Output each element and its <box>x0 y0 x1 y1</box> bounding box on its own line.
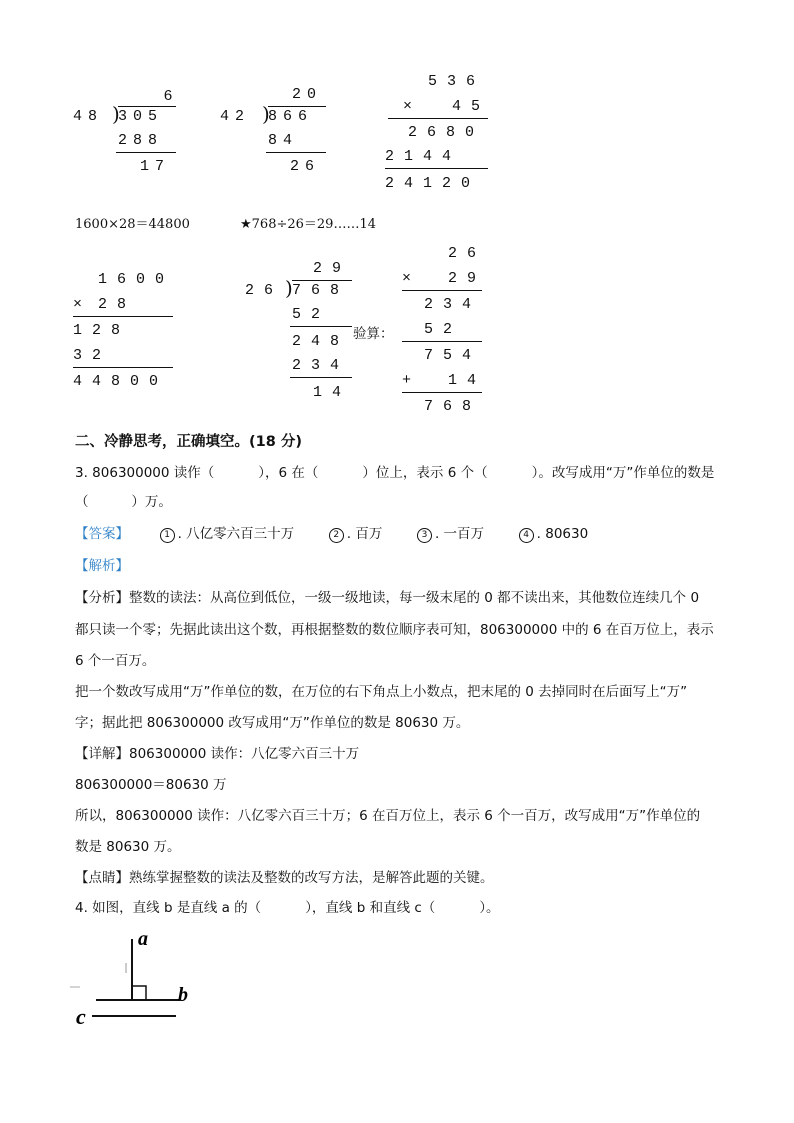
analysis-line-4: 把一个数改写成用“万”作单位的数，在万位的右下角点上小数点，把末尾的 0 去掉同时在后面写上“万” <box>75 684 688 700</box>
factor-a: 1600 <box>98 271 175 288</box>
times-sign: × <box>73 296 83 313</box>
label-a: a <box>138 928 148 950</box>
partial-2: 52 <box>424 321 463 338</box>
detail-line-3: 所以，806300000 读作：八亿零六百三十万；6 在百万位上，表示 6 个一百万，改写成用“万”作单位的 <box>75 808 701 824</box>
circled-number-3: 3 <box>417 528 432 543</box>
divisor: 42 <box>220 108 251 125</box>
question-3-line-2: （ ）万。 <box>75 494 172 510</box>
partial-1: 128 <box>73 322 131 339</box>
divisor: 26 <box>245 282 284 299</box>
sum: 754 <box>424 347 482 364</box>
partial-2: 32 <box>73 347 112 364</box>
quotient: 20 <box>292 86 323 103</box>
remainder: 14 <box>313 384 352 401</box>
divisor: 48 <box>73 108 104 125</box>
factor-a: 536 <box>428 73 486 90</box>
question-4: 4. 如图，直线 b 是直线 a 的（ ），直线 b 和直线 c（ ）。 <box>75 900 500 916</box>
partial-1: 234 <box>424 296 482 313</box>
factor-b: 29 <box>448 270 487 287</box>
dividend: 768 <box>292 282 350 299</box>
keypoint-line: 【点睛】熟练掌握整数的读法及整数的改写方法，是解答此题的关键。 <box>75 870 494 886</box>
quotient: 6 <box>163 88 173 105</box>
circled-number-1: 1 <box>160 528 175 543</box>
lines-figure <box>70 925 210 1030</box>
detail-line-4: 数是 80630 万。 <box>75 839 181 855</box>
product-result: 44800 <box>73 373 169 390</box>
analysis-line-2: 都只读一个零；先据此读出这个数，再根据整数的数位顺序表可知，806300000 中的 6 在百万位上，表示 <box>75 622 714 638</box>
step-3: 234 <box>292 357 350 374</box>
equation-2: ★768÷26＝29……14 <box>240 217 376 232</box>
section-heading: 二、冷静思考，正确填空。(18 分) <box>75 434 302 450</box>
step-1: 52 <box>292 306 331 323</box>
answer-tag: 【答案】 <box>75 526 129 542</box>
factor-b: 45 <box>452 98 491 115</box>
product: 84 <box>268 132 299 149</box>
analysis-tag: 【解析】 <box>75 558 129 574</box>
analysis-line-3: 6 个一百万。 <box>75 653 156 669</box>
label-c: c <box>76 1004 86 1029</box>
remainder: 17 <box>140 158 171 175</box>
equation-1: 1600×28＝44800 <box>75 217 190 232</box>
plus-sign: + <box>402 372 412 389</box>
question-3-line-1: 3. 806300000 读作（ ），6 在（ ）位上，表示 6 个（ ）。改写成用“万”作单位的数是 <box>75 465 715 481</box>
quotient: 29 <box>313 260 352 277</box>
circled-number-2: 2 <box>329 528 344 543</box>
product: 288 <box>118 132 164 149</box>
product-result: 24120 <box>385 175 481 192</box>
circled-number-4: 4 <box>519 528 534 543</box>
dividend: 866 <box>268 108 314 125</box>
times-sign: × <box>403 98 413 115</box>
step-2: 248 <box>292 333 350 350</box>
check-label: 验算： <box>353 326 394 342</box>
check-result: 768 <box>424 398 482 415</box>
detail-line-1: 【详解】806300000 读作：八亿零六百三十万 <box>75 746 360 762</box>
analysis-line-5: 字；据此把 806300000 改写成用“万”作单位的数是 80630 万。 <box>75 715 470 731</box>
detail-line-2: 806300000＝80630 万 <box>75 777 227 793</box>
answer-line: 【答案】 1 . 八亿零六百三十万 2 . 百万 3 . 一百万 4 . 80630 <box>75 526 589 542</box>
partial-2: 2144 <box>385 148 462 165</box>
label-b: b <box>178 984 188 1006</box>
dividend: 305 <box>118 108 164 125</box>
remainder: 26 <box>290 158 321 175</box>
factor-a: 26 <box>448 245 487 262</box>
right-angle-mark <box>132 986 146 1000</box>
factor-b: 28 <box>98 296 137 313</box>
times-sign: × <box>402 270 412 287</box>
analysis-line-1: 【分析】整数的读法：从高位到低位，一级一级地读，每一级末尾的 0 都不读出来，其他数位连续几个 0 <box>75 590 700 606</box>
partial-1: 2680 <box>408 124 485 141</box>
addend: 14 <box>448 372 487 389</box>
